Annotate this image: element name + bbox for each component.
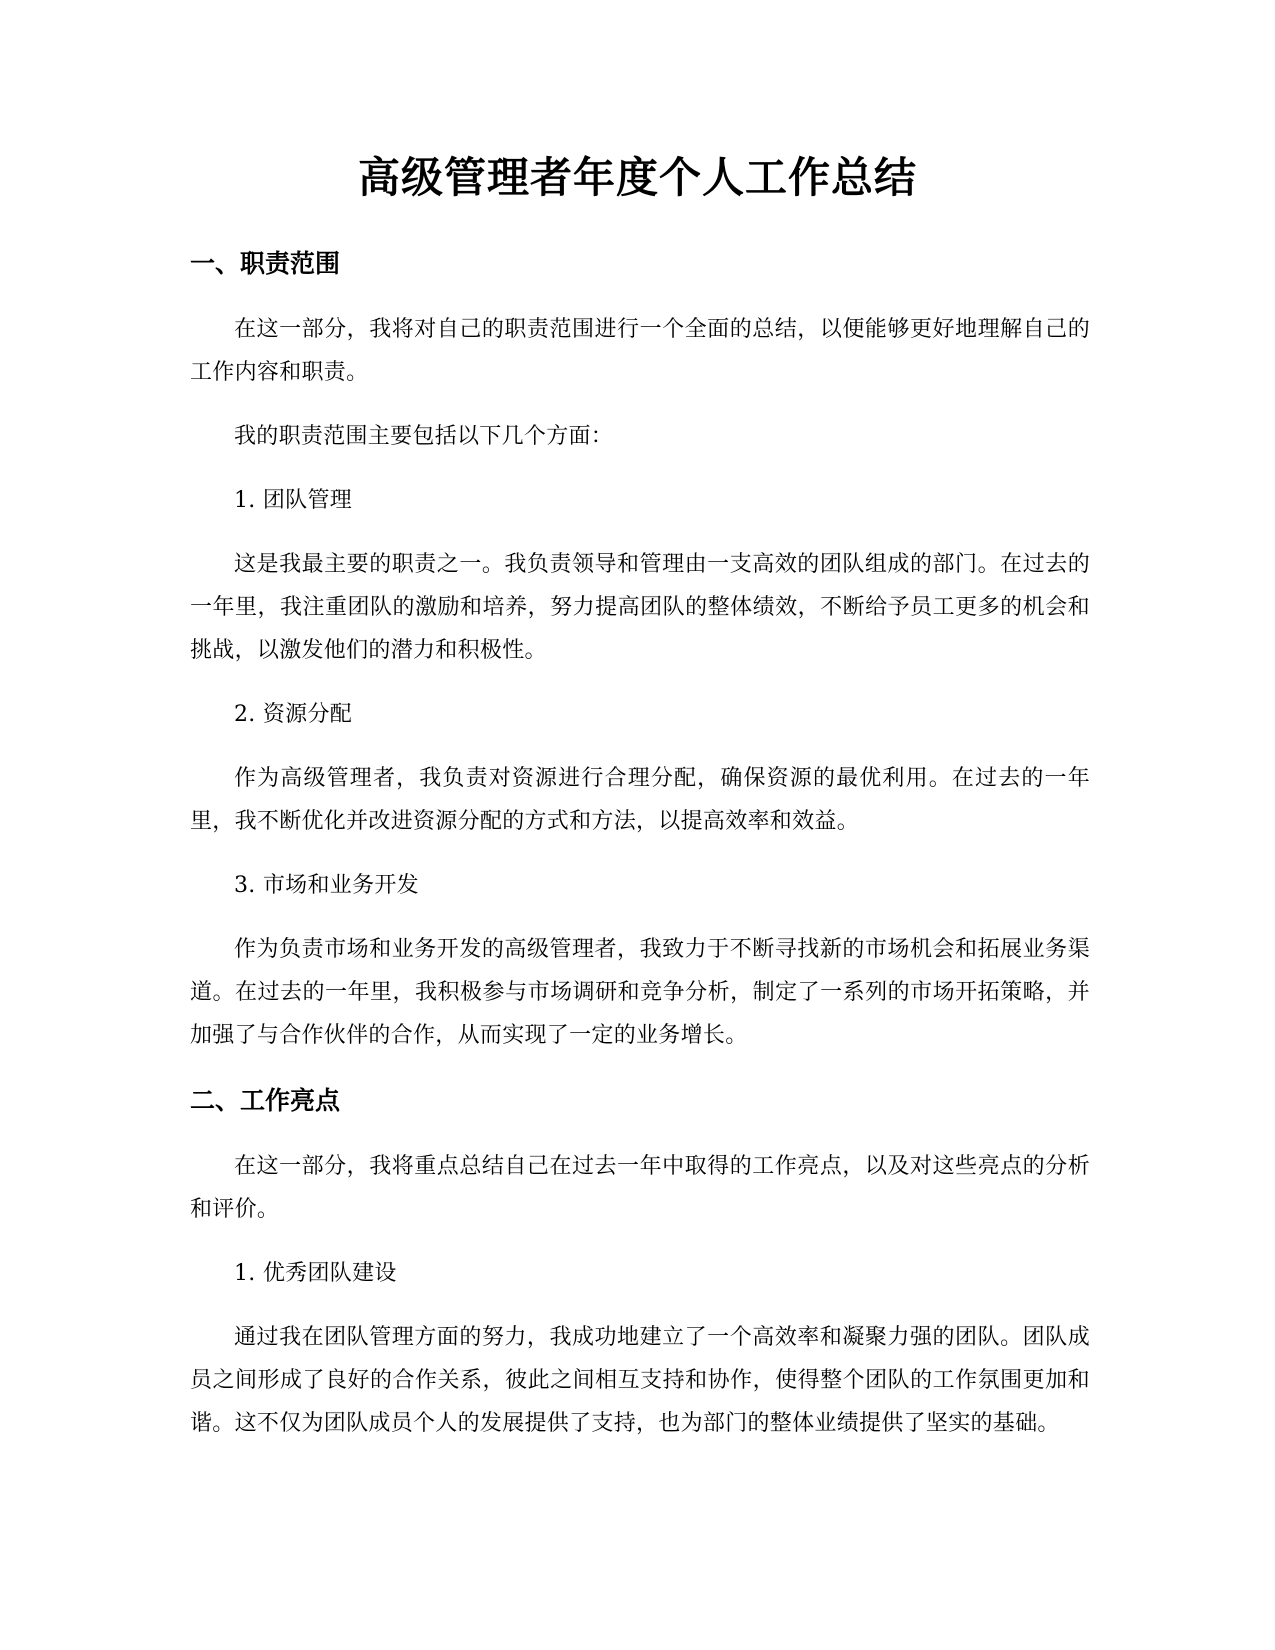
document-title: 高级管理者年度个人工作总结 (357, 153, 917, 202)
paragraph: 通过我在团队管理方面的努力，我成功地建立了一个高效率和凝聚力强的团队。团队成员之间形成了良好的合作关系，彼此之间相互支持和协作，使得整个团队的工作氛围更加和谐。这不仅为团队成员个人的发展提供了支持，也为部门的整体业绩提供了坚实的基础。 (190, 1325, 1090, 1436)
paragraph: 作为高级管理者，我负责对资源进行合理分配，确保资源的最优利用。在过去的一年里，我不断优化并改进资源分配的方式和方法，以提高效率和效益。 (190, 766, 1090, 834)
list-item-heading: 2. 资源分配 (234, 702, 353, 727)
paragraph: 这是我最主要的职责之一。我负责领导和管理由一支高效的团队组成的部门。在过去的一年里，我注重团队的激励和培养，努力提高团队的整体绩效，不断给予员工更多的机会和挑战，以激发他们的潜力和积极性。 (190, 552, 1090, 663)
list-item-heading: 1. 优秀团队建设 (234, 1261, 397, 1286)
paragraph: 作为负责市场和业务开发的高级管理者，我致力于不断寻找新的市场机会和拓展业务渠道。在过去的一年里，我积极参与市场调研和竞争分析，制定了一系列的市场开拓策略，并加强了与合作伙伴的合作，从而实现了一定的业务增长。 (190, 937, 1090, 1048)
section-heading: 二、工作亮点 (190, 1086, 341, 1115)
list-item-heading: 1. 团队管理 (234, 488, 353, 513)
document-body (190, 244, 1090, 1466)
section-heading: 一、职责范围 (190, 249, 341, 278)
list-item-heading: 3. 市场和业务开发 (234, 873, 419, 898)
paragraph: 在这一部分，我将对自己的职责范围进行一个全面的总结，以便能够更好地理解自己的工作内容和职责。 (190, 317, 1090, 385)
paragraph: 我的职责范围主要包括以下几个方面： (234, 424, 614, 449)
paragraph: 在这一部分，我将重点总结自己在过去一年中取得的工作亮点，以及对这些亮点的分析和评价。 (190, 1154, 1090, 1222)
